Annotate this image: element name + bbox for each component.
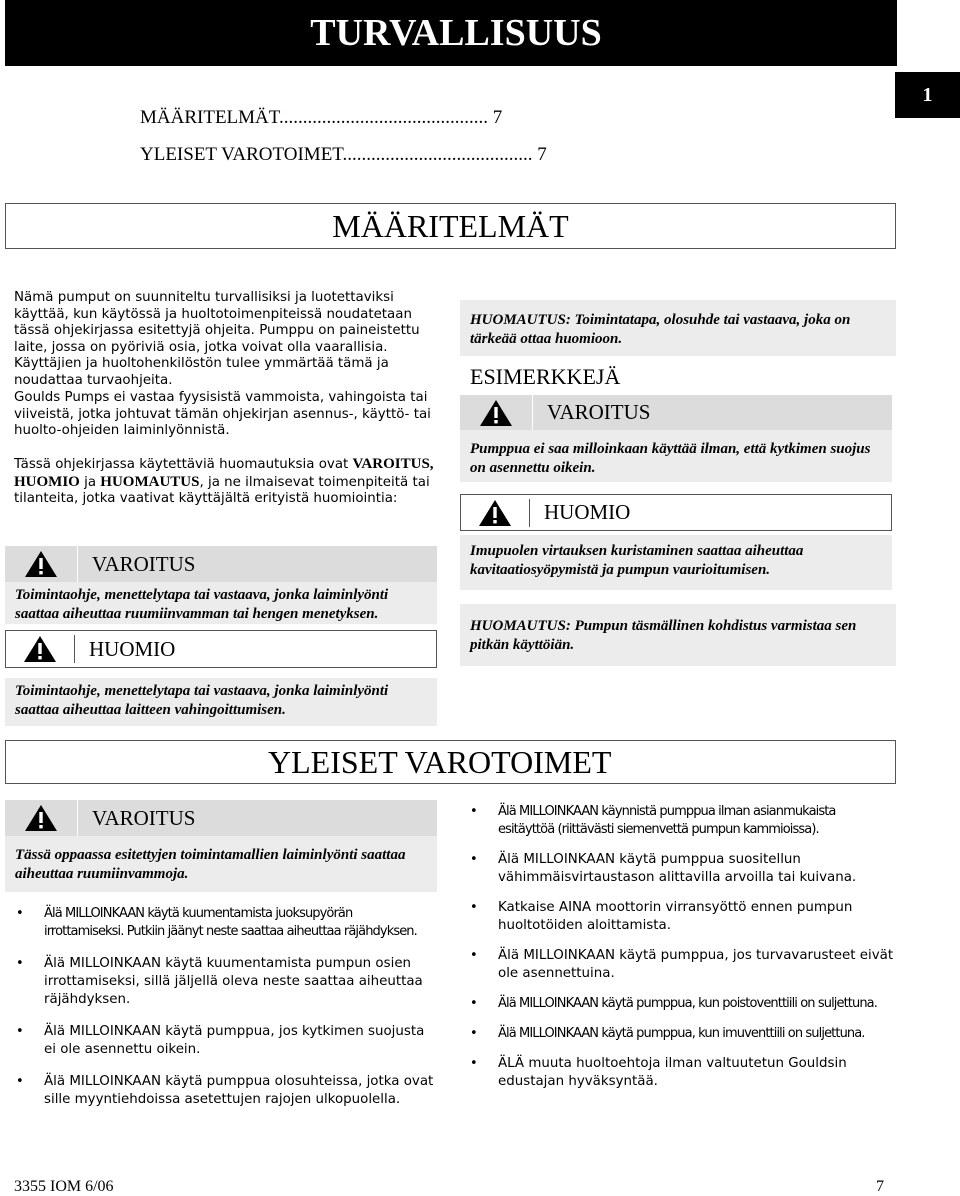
definitions-para-3 bbox=[14, 456, 439, 508]
list-item-text: Katkaise AINA moottorin virransyöttö ennen pumpun huoltotöiden aloittamista. bbox=[498, 900, 853, 933]
toc-page: 7 bbox=[537, 144, 547, 165]
example-caution-text: Imupuolen virtauksen kuristaminen saattaa aiheuttaa kavitaatiosyöpymistä ja pumpun vaurioitumisen. bbox=[460, 535, 892, 590]
warning-header bbox=[5, 546, 437, 582]
bullet-dot: • bbox=[470, 1026, 477, 1041]
toc-entry-definitions[interactable] bbox=[140, 107, 502, 129]
general-warning-header bbox=[5, 800, 437, 836]
chapter-title: TURVALLISUUS bbox=[310, 12, 602, 54]
list-item-text: Älä MILLOINKAAN käytä kuumentamista pumpun osien irrottamiseksi, sillä jäljellä oleva neste saattaa aiheuttaa räjähdyksen. bbox=[44, 956, 423, 1007]
list-item-text: Älä MILLOINKAAN käytä kuumentamista juoksupyörän irrottamiseksi. Putkiin jäänyt neste saattaa aiheuttaa räjähdyksen. bbox=[44, 906, 417, 939]
chapter-title-bar bbox=[5, 0, 897, 66]
list-item bbox=[464, 899, 894, 935]
para-bold: VAROITUS, bbox=[352, 456, 434, 472]
example-warning-text: Pumppua ei saa milloinkaan käyttää ilman, että kytkimen suojus on asennettu oikein. bbox=[460, 430, 892, 482]
caution-triangle-icon bbox=[461, 499, 530, 527]
warning-triangle-icon bbox=[5, 550, 77, 578]
section-heading-general-precautions bbox=[5, 740, 896, 784]
general-warning-text: Tässä oppaassa esitettyjen toimintamallien laiminlyönti saattaa aiheuttaa ruumiinvammoja. bbox=[5, 836, 437, 892]
list-item bbox=[464, 995, 894, 1013]
example-caution-header bbox=[460, 494, 892, 531]
caution-text: Toimintaohje, menettelytapa tai vastaava, jonka laiminlyönti saattaa aiheuttaa laitteen vahingoittumisen. bbox=[5, 678, 437, 726]
toc-dots: ............................................ bbox=[278, 107, 488, 128]
para-text: ja bbox=[79, 474, 101, 490]
list-item bbox=[10, 1023, 435, 1059]
section-heading-definitions bbox=[5, 203, 896, 249]
list-item-text: Älä MILLOINKAAN käynnistä pumppua ilman asianmukaista esitäyttöä (riittävästi siemenvettä pumpun kammioissa). bbox=[498, 804, 836, 837]
warning-triangle-icon bbox=[5, 804, 77, 832]
examples-heading: ESIMERKKEJÄ bbox=[470, 364, 621, 389]
bullet-dot: • bbox=[16, 1074, 24, 1089]
list-item-text: Älä MILLOINKAAN käytä pumppua, kun poistoventtiili on suljettuna. bbox=[498, 996, 877, 1011]
definitions-para-2: Goulds Pumps ei vastaa fyysisistä vammoista, vahingoista tai viiveistä, jotka johtuvat tämän ohjekirjan asennus-, käyttö- tai huolto-ohjeiden laiminlyönnistä. bbox=[14, 390, 431, 439]
list-item-text: Älä MILLOINKAAN käytä pumppua olosuhteissa, jotka ovat sille myyntiehdoissa asetettujen rajojen ulkopuolella. bbox=[44, 1074, 434, 1107]
list-item bbox=[464, 851, 894, 887]
example-warning-header bbox=[460, 395, 892, 430]
bullet-dot: • bbox=[16, 956, 24, 971]
bullet-dot: • bbox=[470, 900, 478, 915]
bullet-dot: • bbox=[470, 996, 477, 1011]
para-text: Tässä ohjekirjassa käytettäviä huomautuksia ovat bbox=[14, 457, 353, 472]
warning-triangle-icon bbox=[460, 399, 532, 427]
list-item bbox=[464, 947, 894, 983]
caution-triangle-icon bbox=[6, 635, 75, 663]
bullet-dot: • bbox=[16, 906, 23, 921]
caution-label: HUOMIO bbox=[89, 636, 176, 661]
left-precaution-list bbox=[10, 905, 435, 1109]
list-item bbox=[10, 905, 435, 941]
right-precaution-list bbox=[464, 803, 894, 1091]
para-bold: HUOMAUTUS bbox=[100, 473, 200, 490]
list-item bbox=[464, 1025, 894, 1043]
list-item-text: Älä MILLOINKAAN käytä pumppua, jos kytkimen suojusta ei ole asennettu oikein. bbox=[44, 1024, 425, 1057]
para-text: , ja ne ilmaisevat toimenpiteitä tai tilanteita, jotka vaativat käyttäjältä erityistä huomiointia: bbox=[14, 474, 430, 507]
warning-label: VAROITUS bbox=[92, 551, 196, 576]
footer-page-number: 7 bbox=[876, 1178, 884, 1195]
bullet-dot: • bbox=[470, 948, 478, 963]
section-heading-text: YLEISET VAROTOIMET bbox=[268, 743, 612, 780]
footer-doc-code: 3355 IOM 6/06 bbox=[14, 1178, 114, 1195]
toc-label: MÄÄRITELMÄT bbox=[140, 107, 279, 128]
list-item bbox=[10, 955, 435, 1009]
bullet-dot: • bbox=[470, 1056, 478, 1071]
example-warning-label: VAROITUS bbox=[547, 400, 651, 424]
list-item-text: Älä MILLOINKAAN käytä pumppua suositellun vähimmäisvirtaustason alittavilla arvoilla tai kuivana. bbox=[498, 852, 857, 885]
bullet-dot: • bbox=[470, 804, 477, 819]
list-item-text: ÄLÄ muuta huoltoehtoja ilman valtuutetun Gouldsin edustajan hyväksyntää. bbox=[498, 1056, 847, 1089]
toc-dots: ........................................ bbox=[342, 144, 533, 165]
list-item bbox=[464, 803, 894, 839]
warning-text: Toimintaohje, menettelytapa tai vastaava, jonka laiminlyönti saattaa aiheuttaa ruumiinvamman tai hengen menetyksen. bbox=[5, 582, 437, 624]
chapter-number-tab: 1 bbox=[895, 72, 960, 118]
general-warning-label: VAROITUS bbox=[92, 805, 196, 830]
example-caution-label: HUOMIO bbox=[544, 500, 631, 524]
toc-page: 7 bbox=[492, 107, 503, 128]
para-bold: HUOMIO bbox=[14, 473, 80, 490]
list-item-text: Älä MILLOINKAAN käytä pumppua, jos turvavarusteet eivät ole asennettuina. bbox=[498, 948, 894, 981]
list-item-text: Älä MILLOINKAAN käytä pumppua, kun imuventtiili on suljettuna. bbox=[498, 1026, 865, 1041]
list-item bbox=[10, 1073, 435, 1109]
definitions-para-1: Nämä pumput on suunniteltu turvallisiksi ja luotettaviksi käyttää, kun käytössä ja huoltotoimenpiteissä noudatetaan tässä ohjekirjassa esitettyjä ohjeita. Pumppu on paineistettu laite, jossa on pyöriviä osia, jotka voivat olla vaarallisia. Käyttäjien ja huoltohenkilöstön tulee ymmärtää tämä ja noudattaa turvaohjeita. bbox=[14, 290, 420, 388]
toc-label: YLEISET VAROTOIMET bbox=[140, 144, 343, 165]
bullet-dot: • bbox=[470, 852, 478, 867]
bullet-dot: • bbox=[16, 1024, 24, 1039]
example-notice-text: HUOMAUTUS: Pumpun täsmällinen kohdistus varmistaa sen pitkän käyttöiän. bbox=[460, 604, 896, 666]
list-item bbox=[464, 1055, 894, 1091]
notice-text: HUOMAUTUS: Toimintatapa, olosuhde tai vastaava, joka on tärkeää ottaa huomioon. bbox=[460, 300, 896, 356]
caution-header bbox=[5, 630, 437, 668]
section-heading-text: MÄÄRITELMÄT bbox=[332, 207, 569, 244]
toc-entry-general-precautions[interactable] bbox=[140, 144, 547, 166]
